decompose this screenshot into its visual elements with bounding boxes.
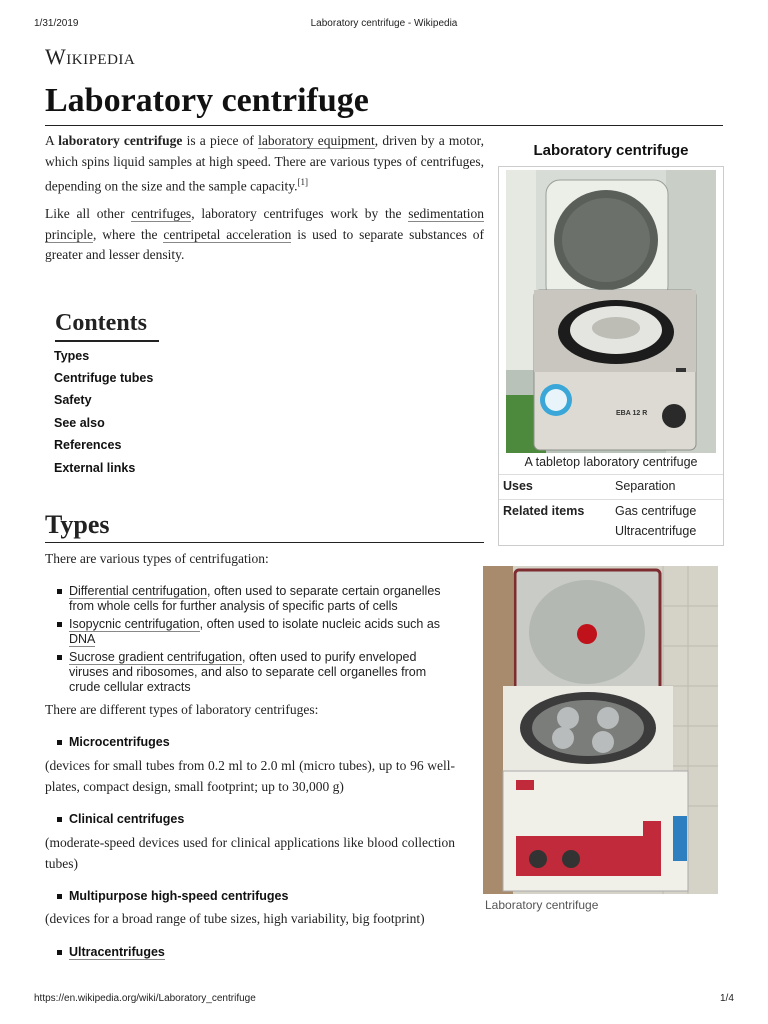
infobox-title: Laboratory centrifuge (533, 142, 689, 159)
print-date: 1/31/2019 (34, 18, 79, 29)
para-text: is used to separate substances of greater and lesser density. (45, 226, 484, 262)
infobox-value-gas-centrifuge: Gas centrifuge (615, 504, 697, 518)
infobox-value-separation: Separation (615, 479, 676, 493)
intro-paragraph (45, 131, 484, 197)
link-differential-centrifugation[interactable]: Differential centrifugation (69, 584, 208, 598)
list-item (69, 650, 449, 695)
type-heading-multipurpose: Multipurpose high-speed centrifuges (69, 889, 289, 903)
infobox-divider (499, 499, 723, 500)
list-item-text: , often used to purify enveloped viruses and ribosomes, and also to separate cell organelles from crude cellular extracts (69, 650, 427, 694)
types-intro: There are various types of centrifugation: (45, 551, 269, 566)
type-heading-ultracentrifuges[interactable]: Ultracentrifuges (69, 945, 165, 959)
intro-text: A (45, 133, 59, 148)
type-heading-clinical: Clinical centrifuges (69, 812, 185, 826)
types-intro-2: There are different types of laboratory centrifuges: (45, 702, 319, 717)
infobox-label-uses: Uses (503, 479, 533, 493)
second-paragraph (45, 204, 484, 266)
intro-text: is a piece of (182, 133, 259, 148)
intro-bold-term: laboratory centrifuge (58, 133, 183, 148)
title-divider (45, 125, 723, 126)
page-title: Laboratory centrifuge (45, 82, 369, 119)
link-sedimentation-principle[interactable]: sedimentation principle (45, 206, 484, 242)
toc-item-see-also[interactable]: See also (54, 416, 105, 430)
list-item (69, 584, 449, 614)
print-title: Laboratory centrifuge - Wikipedia (310, 18, 458, 29)
link-centripetal-acceleration[interactable]: centripetal acceleration (163, 226, 292, 242)
para-text: , laboratory centrifuges work by the (191, 206, 409, 221)
tabletop-centrifuge-image[interactable] (506, 170, 716, 453)
toc-item-types[interactable]: Types (54, 349, 90, 363)
figure-caption: Laboratory centrifuge (485, 898, 599, 912)
link-sucrose-gradient-centrifugation[interactable]: Sucrose gradient centrifugation (69, 650, 243, 664)
infobox-divider (499, 474, 723, 475)
reference-link[interactable]: [1] (297, 177, 309, 187)
link-laboratory-equipment[interactable]: laboratory equipment (258, 133, 375, 148)
list-item-text: , often used to isolate nucleic acids such as (199, 617, 441, 631)
link-dna[interactable]: DNA (69, 632, 96, 646)
device-label: EBA 12 R (616, 410, 648, 417)
infobox-caption: A tabletop laboratory centrifuge (524, 455, 698, 469)
section-heading-types: Types (45, 510, 110, 539)
type-desc-clinical: (moderate-speed devices used for clinical applications like blood collection tubes) (45, 835, 455, 871)
toc-item-external-links[interactable]: External links (54, 461, 136, 475)
toc-title: Contents (55, 310, 148, 336)
page-number: 1/4 (720, 993, 734, 1004)
intro-text: , driven by a motor, which spins liquid samples at high speed. There are various types of centrifuges, depending on the size and the sample capacity. (45, 133, 485, 194)
section-divider (45, 542, 484, 543)
para-text: , where the (92, 226, 164, 242)
toc-item-centrifuge-tubes[interactable]: Centrifuge tubes (54, 371, 154, 385)
list-item (69, 617, 449, 647)
type-desc-microcentrifuges: (devices for small tubes from 0.2 ml to 2.0 ml (micro tubes), up to 96 well-plates, compact design, small footprint; up to 30,000 g) (45, 758, 455, 794)
toc-divider (55, 340, 159, 342)
floor-centrifuge-image[interactable] (483, 566, 718, 894)
wikipedia-wordmark[interactable]: Wikipedia (45, 44, 136, 69)
link-centrifuges[interactable]: centrifuges (131, 206, 192, 221)
link-isopycnic-centrifugation[interactable]: Isopycnic centrifugation (69, 617, 200, 631)
type-heading-microcentrifuges: Microcentrifuges (69, 735, 170, 749)
infobox-label-related-items: Related items (503, 504, 585, 518)
toc-item-safety[interactable]: Safety (54, 393, 92, 407)
print-url: https://en.wikipedia.org/wiki/Laboratory_centrifuge (34, 993, 256, 1004)
list-item-text: , often used to separate certain organelles from whole cells for further analysis of specific parts of cells (69, 584, 441, 613)
type-desc-multipurpose: (devices for a broad range of tube sizes, high variability, big footprint) (45, 911, 425, 926)
toc-item-references[interactable]: References (54, 438, 122, 452)
para-text: Like all other (45, 206, 132, 221)
infobox-value-ultracentrifuge: Ultracentrifuge (615, 524, 697, 538)
